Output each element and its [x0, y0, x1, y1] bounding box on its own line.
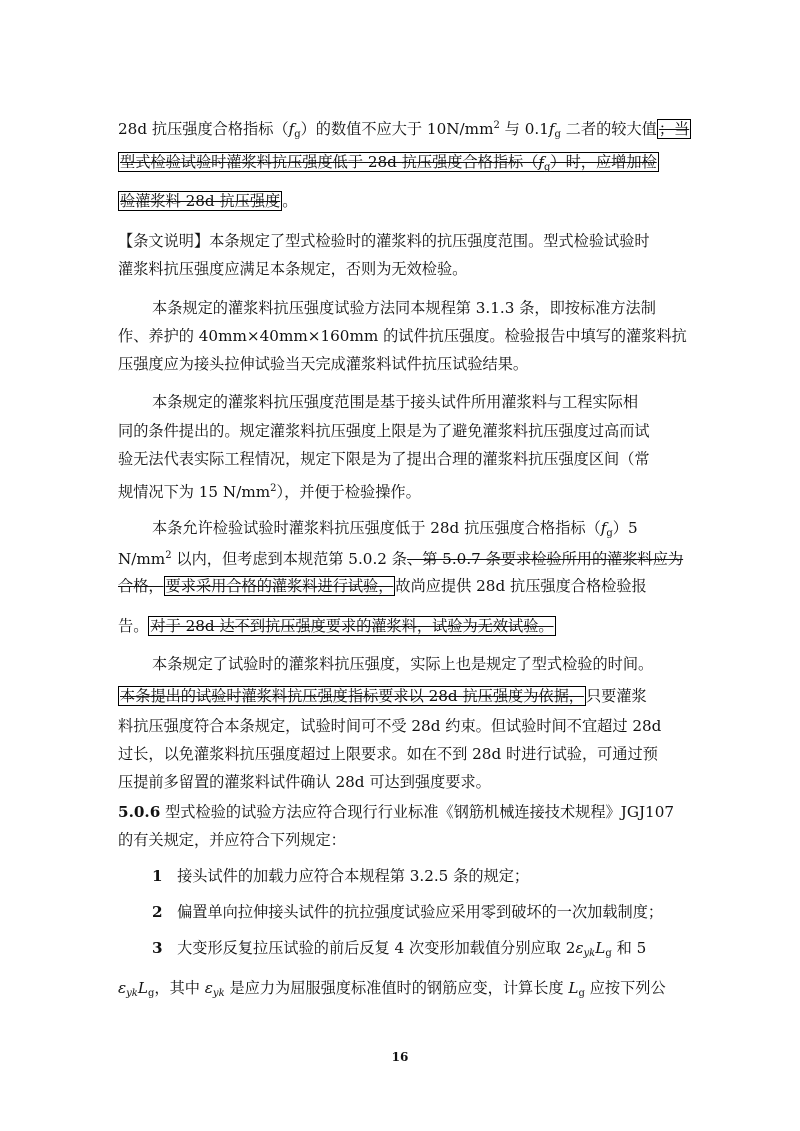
- para-line: 本条提出的试验时灌浆料抗压强度指标要求以 28d 抗压强度为依据， 只要灌浆: [120, 687, 647, 705]
- para-line: 合格， 要求采用合格的灌浆料进行试验， 故尚应提供 28d 抗压强度合格检验报: [118, 577, 647, 595]
- para-line: 的有关规定，并应符合下列规定：: [118, 831, 346, 849]
- para-line: 过长，以免灌浆料抗压强度超过上限要求。如在不到 28d 时进行试验，可通过预: [118, 745, 658, 763]
- para-line: 压强度应为接头拉伸试验当天完成灌浆料试件抗压试验结果。: [118, 355, 529, 373]
- deleted-text: 合格，: [118, 577, 164, 595]
- para-line: 料抗压强度符合本条规定，试验时间可不受 28d 约束。但试验时间不宜超过 28d: [118, 717, 662, 735]
- explanation-line: 灌浆料抗压强度应满足本条规定，否则为无效检验。: [118, 260, 468, 278]
- list-item: 1 接头试件的加载力应符合本规程第 3.2.5 条的规定；: [152, 867, 530, 885]
- deleted-text: 型式检验试验时灌浆料抗压强度低于 28d 抗压强度合格指标$(f_g)$时，应增加检: [120, 153, 657, 173]
- text: ）的数值不应大于 10N/mm: [300, 120, 494, 138]
- para-line: 本条规定了试验时的灌浆料抗压强度，实际上也是规定了型式检验的时间。: [152, 655, 654, 673]
- para-line: 压提前多留置的灌浆料试件确认 28d 可达到强度要求。: [118, 773, 491, 791]
- deleted-text: 验灌浆料 28d 抗压强度: [120, 192, 281, 210]
- text: 。: [282, 192, 298, 210]
- explanation-line: 【条文说明】本条规定了型式检验时的灌浆料的抗压强度范围。型式检验试验时: [118, 232, 650, 250]
- superscript: 2: [493, 120, 500, 131]
- para-line: 验无法代表实际工程情况，规定下限是为了提出合理的灌浆料抗压强度区间（常: [118, 450, 650, 468]
- para-line: $N/mm^2$ 以内，但考虑到本规范第 5.0.2 条、第 5.0.7 条要求检验所用的灌浆料应为: [118, 550, 684, 568]
- deleted-text: 要求采用合格的灌浆料进行试验，: [165, 577, 394, 595]
- para-line: 作、养护的 40mm×40mm×160mm 的试件抗压强度。检验报告中填写的灌浆料抗: [118, 327, 687, 345]
- deleted-text: 本条提出的试验时灌浆料抗压强度指标要求以 28d 抗压强度为依据，: [120, 687, 584, 705]
- deleted-text: 对于 28d 达不到抗压强度要求的灌浆料，试验为无效试验。: [150, 617, 554, 635]
- para-line: 同的条件提出的。规定灌浆料抗压强度上限是为了避免灌浆料抗压强度过高而试: [118, 422, 650, 440]
- para-line: [118, 116, 691, 145]
- deleted-text: ；当: [658, 120, 690, 138]
- symbol: f: [548, 120, 555, 138]
- para-line: $\varepsilon_{yk}L_g$，其中 $\varepsilon_{yk}$ 是应力为屈服强度标准值时的钢筋应变，计算长度 $L_g$ 应按下列公: [118, 979, 666, 999]
- para-line: [118, 191, 297, 211]
- para-line: 规情况下为 15 $N/mm^2$），并便于检验操作。: [118, 483, 421, 501]
- list-item: 2 偏置单向拉伸接头试件的抗拉强度试验应采用零到破坏的一次加载制度；: [152, 903, 664, 921]
- symbol: f: [288, 120, 295, 138]
- para-line: 本条规定的灌浆料抗压强度范围是基于接头试件所用灌浆料与工程实际相: [152, 393, 638, 411]
- list-item: 3 大变形反复拉压试验的前后反复 4 次变形加载值分别应取 $2\varepsilon_{yk}L_g$ 和 5: [152, 939, 647, 959]
- clause-number: 5.0.6: [118, 803, 161, 821]
- subscript: g: [554, 129, 561, 140]
- para-line: 本条规定的灌浆料抗压强度试验方法同本规程第 3.1.3 条，即按标准方法制: [152, 299, 656, 317]
- text: 二者的较大值: [560, 120, 657, 138]
- clause-5-0-6: 5.0.6 型式检验的试验方法应符合现行行业标准《钢筋机械连接技术规程》JGJ107: [118, 803, 675, 821]
- para-line: [118, 152, 659, 178]
- page-number: 16: [391, 1050, 409, 1064]
- text: 28d 抗压强度合格指标（: [118, 120, 289, 138]
- deleted-text: 、第 5.0.7 条要求检验所用的灌浆料应为: [406, 550, 684, 568]
- para-line: 本条允许检验试验时灌浆料抗压强度低于 28d 抗压强度合格指标$(f_g)5$: [152, 519, 638, 539]
- para-line: 告。 对于 28d 达不到抗压强度要求的灌浆料，试验为无效试验。: [118, 617, 554, 635]
- subscript: g: [294, 129, 301, 140]
- text: 与 0.1: [499, 120, 549, 138]
